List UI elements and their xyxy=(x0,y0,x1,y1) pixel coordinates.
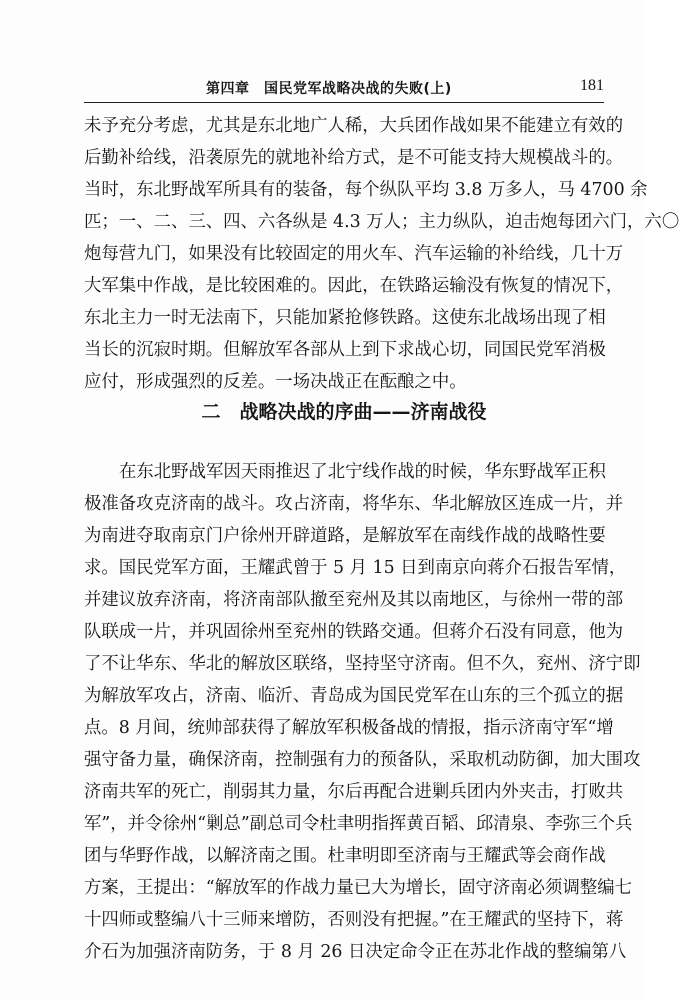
paragraph-1 xyxy=(84,110,679,398)
paragraph-2 xyxy=(84,456,641,968)
text-line: 应付，形成强烈的反差。一场决战正在酝酿之中。 xyxy=(84,372,467,392)
text-line: 极准备攻克济南的战斗。攻占济南，将华东、华北解放区连成一片，并 xyxy=(84,494,624,514)
text-line: 东北主力一时无法南下，只能加紧抢修铁路。这使东北战场出现了相 xyxy=(84,308,606,328)
running-header xyxy=(84,76,604,100)
text-line: 为解放军攻占，济南、临沂、青岛成为国民党军在山东的三个孤立的据 xyxy=(84,686,624,706)
text-line: 为南进夺取南京门户徐州开辟道路，是解放军在南线作战的战略性要 xyxy=(84,526,606,546)
text-line: 当时，东北野战军所具有的装备，每个纵队平均 3.8 万多人，马 4700 余 xyxy=(84,180,648,200)
text-line: 当长的沉寂时期。但解放军各部从上到下求战心切，同国民党军消极 xyxy=(84,340,606,360)
text-line: 强守备力量，确保济南，控制强有力的预备队，采取机动防御，加大围攻 xyxy=(84,750,641,770)
text-line: 未予充分考虑，尤其是东北地广人稀，大兵团作战如果不能建立有效的 xyxy=(84,116,624,136)
text-line: 炮每营九门，如果没有比较固定的用火车、汽车运输的补给线，几十万 xyxy=(84,244,624,264)
text-line: 方案，王提出：“解放军的作战力量已大为增长，固守济南必须调整编七 xyxy=(84,878,633,898)
text-line: 军”，并令徐州“剿总”副总司令杜聿明指挥黄百韬、邱清泉、李弥三个兵 xyxy=(84,814,633,834)
text-line: 队联成一片，并巩固徐州至兖州的铁路交通。但蒋介石没有同意，他为 xyxy=(84,622,624,642)
text-line: 大军集中作战，是比较困难的。因此，在铁路运输没有恢复的情况下， xyxy=(84,276,624,296)
text-line: 在东北野战军因天雨推迟了北宁线作战的时候，华东野战军正积 xyxy=(119,462,606,482)
text-line: 匹；一、二、三、四、六各纵是 4.3 万人；主力纵队，迫击炮每团六门，六〇 xyxy=(84,212,679,232)
text-line: 了不让华东、华北的解放区联络，坚持坚守济南。但不久，兖州、济宁即 xyxy=(84,654,641,674)
page-number: 181 xyxy=(580,77,604,94)
text-line: 团与华野作战，以解济南之围。杜聿明即至济南与王耀武等会商作战 xyxy=(84,846,606,866)
text-line: 介石为加强济南防务，于 8 月 26 日决定命令正在苏北作战的整编第八 xyxy=(84,942,627,962)
text-line: 十四师或整编八十三师来增防，否则没有把握。”在王耀武的坚持下，蒋 xyxy=(84,910,624,930)
chapter-title: 第四章 国民党军战略决战的失败(上) xyxy=(206,81,452,97)
section-heading: 二 战略决战的序曲——济南战役 xyxy=(201,401,487,423)
text-line: 并建议放弃济南，将济南部队撤至兖州及其以南地区，与徐州一带的部 xyxy=(84,590,624,610)
text-line: 点。8 月间，统帅部获得了解放军积极备战的情报，指示济南守军“增 xyxy=(84,718,614,738)
text-line: 济南共军的死亡，削弱其力量，尔后再配合进剿兵团内外夹击，打败共 xyxy=(84,782,624,802)
text-line: 后勤补给线，沿袭原先的就地补给方式，是不可能支持大规模战斗的。 xyxy=(84,148,624,168)
header-rule xyxy=(84,102,604,103)
text-line: 求。国民党军方面，王耀武曾于 5 月 15 日到南京向蒋介石报告军情， xyxy=(84,558,627,578)
